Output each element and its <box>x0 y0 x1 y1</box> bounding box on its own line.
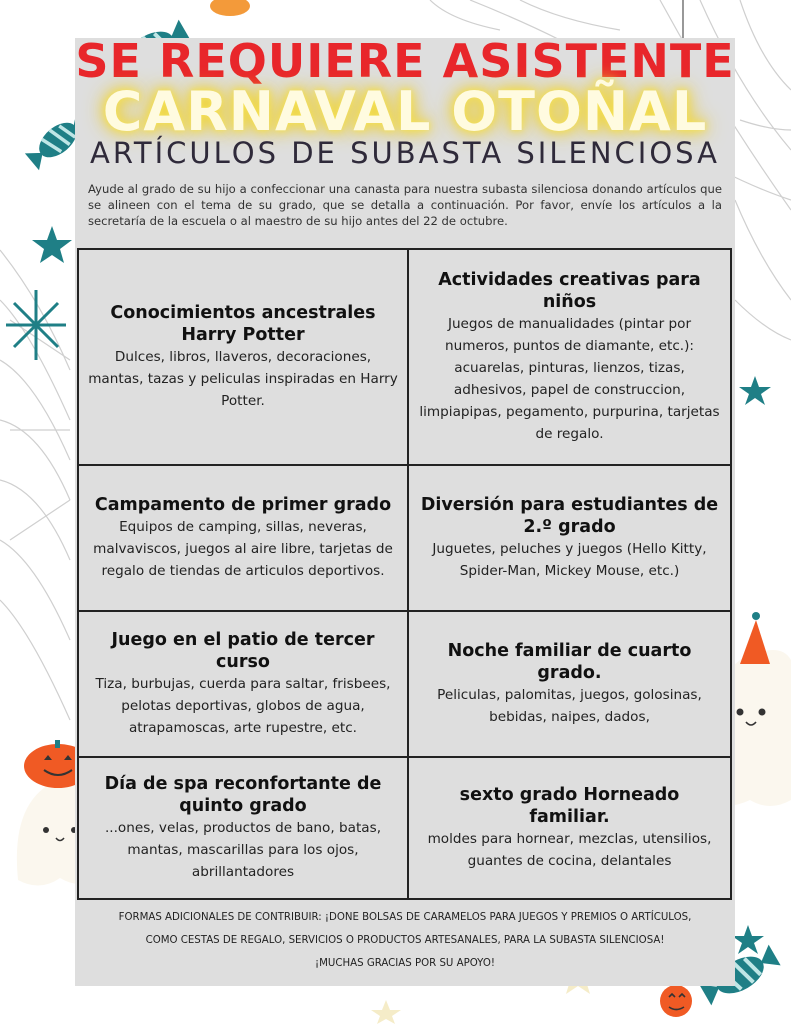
basket-title: Noche familiar de cuarto grado. <box>447 641 692 683</box>
basket-items: Juegos de manualidades (pintar por numeros, puntos de diamante, etc.): acuarelas, pinturas, lienzos, tizas, adhesivos, papel de construccion, limpiapipas, pegamento, purpurina, tarjetas de regalo. <box>419 316 720 442</box>
basket-cell-second-grade <box>409 466 730 610</box>
pumpkin-lollipop-icon <box>660 985 692 1017</box>
footer-thanks: ¡MUCHAS GRACIAS POR SU APOYO! <box>315 958 495 969</box>
basket-title: Juego en el patio de tercer curso <box>111 630 375 672</box>
basket-cell-third-grade <box>79 612 407 756</box>
title-silent-auction: ARTÍCULOS DE SUBASTA SILENCIOSA <box>90 136 720 170</box>
basket-cell-sixth-grade <box>409 758 730 898</box>
basket-title: Actividades creativas para niños <box>438 270 701 312</box>
title-fall-carnival: CARNAVAL OTOÑAL <box>102 80 708 143</box>
basket-items: ...ones, velas, productos de bano, batas, mantas, mascarillas para los ojos, abrillantadores <box>104 820 382 880</box>
intro-paragraph: Ayude al grado de su hijo a confeccionar una canasta para nuestra subasta silenciosa donando artículos que se alineen con el tema de su grado, que se detalla a continuación. Por favor, envíe los artículos a la secretaría de la escuela o al maestro de su hijo antes del 22 de octubre. <box>88 182 722 228</box>
basket-items: Juguetes, peluches y juegos (Hello Kitty, Spider-Man, Mickey Mouse, etc.) <box>432 541 707 579</box>
basket-items: moldes para hornear, mezclas, utensilios, guantes de cocina, delantales <box>427 831 712 869</box>
basket-title: Conocimientos ancestrales Harry Potter <box>110 303 376 345</box>
basket-title: Diversión para estudiantes de 2.º grado <box>420 495 719 537</box>
basket-title: sexto grado Horneado familiar. <box>459 785 680 827</box>
basket-items: Dulces, libros, llaveros, decoraciones, mantas, tazas y peliculas inspiradas en Harry Potter. <box>88 349 398 409</box>
star-icon <box>371 1000 401 1024</box>
footer-line: FORMAS ADICIONALES DE CONTRIBUIR: ¡DONE BOLSAS DE CARAMELOS PARA JUEGOS Y PREMIOS O ARTÍCULOS, <box>118 912 692 923</box>
basket-items: Peliculas, palomitas, juegos, golosinas, bebidas, naipes, dados, <box>437 687 702 725</box>
basket-cell-harry-potter <box>79 250 407 464</box>
footer-contribute <box>75 906 735 975</box>
basket-items: Equipos de camping, sillas, neveras, malvaviscos, juegos al aire libre, tarjetas de regalo de tiendas de articulos deportivos. <box>93 519 393 579</box>
basket-cell-creative-activities <box>409 250 730 464</box>
star-icon <box>6 290 66 360</box>
basket-cell-fifth-grade <box>79 758 407 898</box>
basket-title: Campamento de primer grado <box>94 495 392 515</box>
title-assistant-needed: SE REQUIERE ASISTENTE <box>75 34 735 88</box>
footer-line: COMO CESTAS DE REGALO, SERVICIOS O PRODUCTOS ARTESANALES, PARA LA SUBASTA SILENCIOSA! <box>145 935 665 946</box>
basket-cell-first-grade <box>79 466 407 610</box>
party-hat-icon <box>740 612 770 664</box>
basket-items: Tiza, burbujas, cuerda para saltar, frisbees, pelotas deportivas, globos de agua, atrapamoscas, arte rupestre, etc. <box>95 676 391 736</box>
basket-title: Día de spa reconfortante de quinto grado <box>104 774 382 816</box>
baskets-grid <box>77 248 732 900</box>
candy-icon <box>210 0 250 16</box>
basket-cell-fourth-grade <box>409 612 730 756</box>
